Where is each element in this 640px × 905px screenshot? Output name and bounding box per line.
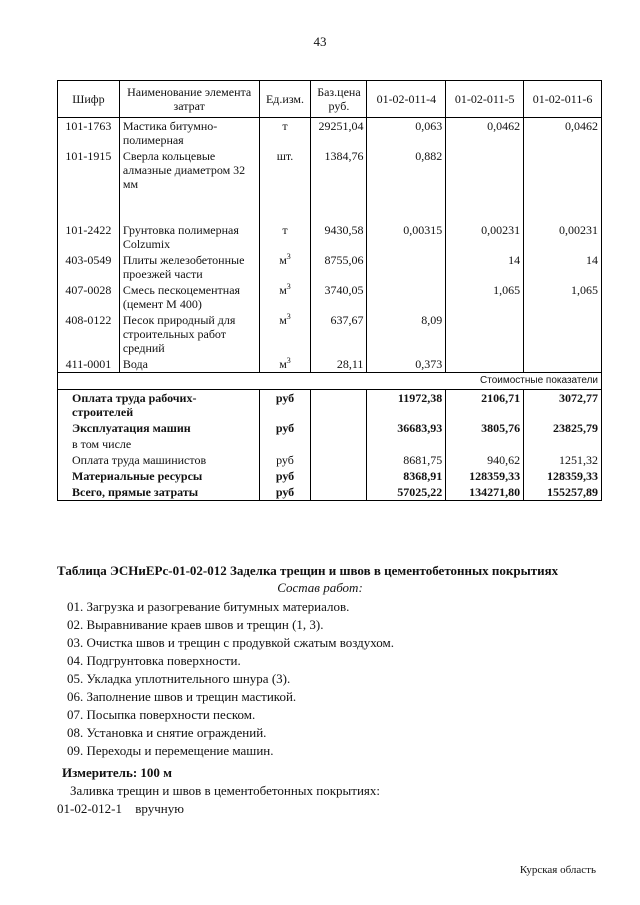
material-code: 403-0549 <box>58 252 120 282</box>
value-col5: 1,065 <box>446 282 524 312</box>
total-col6: 128359,33 <box>524 468 602 484</box>
spacer-cell <box>524 192 602 222</box>
value-col4: 8,09 <box>367 312 446 356</box>
spacer-row <box>58 192 602 222</box>
list-item: 07. Посыпка поверхности песком. <box>67 707 256 722</box>
list-item: 05. Укладка уплотнительного шнура (3). <box>67 671 291 686</box>
unit-exponent: 3 <box>286 312 291 321</box>
total-row <box>58 484 602 501</box>
value-col5: 0,00231 <box>446 222 524 252</box>
spacer-cell <box>367 192 446 222</box>
material-name: Мастика битумно-полимерная <box>119 118 259 149</box>
header-price-line1: Баз.цена <box>317 85 361 99</box>
table-row <box>58 118 602 149</box>
total-col6 <box>524 436 602 452</box>
total-col5: 134271,80 <box>446 484 524 501</box>
header-col5: 01-02-011-5 <box>446 81 524 118</box>
material-price: 29251,04 <box>311 118 367 149</box>
header-name-line2: затрат <box>173 99 205 113</box>
total-unit: руб <box>259 452 311 468</box>
material-code: 408-0122 <box>58 312 120 356</box>
total-empty <box>311 420 367 436</box>
material-price: 9430,58 <box>311 222 367 252</box>
total-col6: 3072,77 <box>524 390 602 421</box>
material-name: Грунтовка полимерная Colzumix <box>119 222 259 252</box>
total-row <box>58 468 602 484</box>
total-empty <box>311 484 367 501</box>
total-label: Оплата труда машинистов <box>58 452 260 468</box>
material-price: 28,11 <box>311 356 367 373</box>
material-unit <box>259 282 311 312</box>
total-col5: 940,62 <box>446 452 524 468</box>
header-price <box>311 81 367 118</box>
total-col4: 11972,38 <box>367 390 446 421</box>
work-list <box>67 598 394 760</box>
total-unit: руб <box>259 468 311 484</box>
header-unit: Ед.изм. <box>259 81 311 118</box>
total-row <box>58 452 602 468</box>
unit-text: м <box>279 357 287 371</box>
total-col5: 2106,71 <box>446 390 524 421</box>
total-label: Эксплуатация машин <box>58 420 260 436</box>
material-unit <box>259 148 311 192</box>
material-price: 1384,76 <box>311 148 367 192</box>
header-name-line1: Наименование элемента <box>127 85 252 99</box>
total-row <box>58 390 602 421</box>
value-col4: 0,373 <box>367 356 446 373</box>
total-empty <box>311 452 367 468</box>
value-col5 <box>446 148 524 192</box>
list-item: 04. Подгрунтовка поверхности. <box>67 653 241 668</box>
material-price: 3740,05 <box>311 282 367 312</box>
footer-region: Курская область <box>519 864 596 876</box>
material-code: 407-0028 <box>58 282 120 312</box>
variant-label: вручную <box>135 801 184 816</box>
spacer-cell <box>119 192 259 222</box>
value-col4: 0,063 <box>367 118 446 149</box>
unit-text: м <box>279 253 287 267</box>
total-col5: 3805,76 <box>446 420 524 436</box>
list-item: 03. Очистка швов и трещин с продувкой сжатым воздухом. <box>67 635 395 650</box>
unit-exponent: 3 <box>286 252 291 261</box>
value-col6 <box>524 148 602 192</box>
total-col5 <box>446 436 524 452</box>
value-col6 <box>524 312 602 356</box>
material-code: 101-1763 <box>58 118 120 149</box>
measure-unit: Измеритель: 100 м <box>62 765 173 780</box>
material-unit <box>259 356 311 373</box>
total-col6: 155257,89 <box>524 484 602 501</box>
total-empty <box>311 390 367 421</box>
value-col6: 0,00231 <box>524 222 602 252</box>
value-col6: 0,0462 <box>524 118 602 149</box>
work-composition-title: Состав работ: <box>277 580 363 595</box>
value-col6 <box>524 356 602 373</box>
list-item: 02. Выравнивание краев швов и трещин (1, 3). <box>67 617 324 632</box>
total-col4 <box>367 436 446 452</box>
total-col6: 23825,79 <box>524 420 602 436</box>
unit-text: т <box>282 223 288 237</box>
material-code: 101-2422 <box>58 222 120 252</box>
value-col5: 0,0462 <box>446 118 524 149</box>
total-label: Всего, прямые затраты <box>58 484 260 501</box>
table-row <box>58 312 602 356</box>
total-col4: 57025,22 <box>367 484 446 501</box>
material-name: Песок природный для строительных работ средний <box>119 312 259 356</box>
total-unit <box>259 436 311 452</box>
variant-code: 01-02-012-1 <box>57 801 122 816</box>
spacer-cell <box>259 192 311 222</box>
total-empty <box>311 436 367 452</box>
total-col4: 36683,93 <box>367 420 446 436</box>
material-name: Вода <box>119 356 259 373</box>
material-unit <box>259 312 311 356</box>
list-item: 01. Загрузка и разогревание битумных материалов. <box>67 599 350 614</box>
header-code: Шифр <box>58 81 120 118</box>
material-code: 411-0001 <box>58 356 120 373</box>
cost-caption: Стоимостные показатели <box>58 373 602 390</box>
material-name: Смесь пескоцементная (цемент М 400) <box>119 282 259 312</box>
material-unit <box>259 118 311 149</box>
header-name <box>119 81 259 118</box>
total-empty <box>311 468 367 484</box>
total-label: Оплата труда рабочих-строителей <box>58 390 260 421</box>
value-col4 <box>367 252 446 282</box>
material-unit <box>259 222 311 252</box>
unit-text: шт. <box>276 149 294 163</box>
list-item: 08. Установка и снятие ограждений. <box>67 725 267 740</box>
list-item: 06. Заполнение швов и трещин мастикой. <box>67 689 297 704</box>
variant-row <box>57 801 194 817</box>
header-col4: 01-02-011-4 <box>367 81 446 118</box>
total-col4: 8368,91 <box>367 468 446 484</box>
material-price: 637,67 <box>311 312 367 356</box>
value-col5: 14 <box>446 252 524 282</box>
list-item: 09. Переходы и перемещение машин. <box>67 743 274 758</box>
value-col6: 1,065 <box>524 282 602 312</box>
table-row <box>58 356 602 373</box>
total-label: в том числе <box>58 436 260 452</box>
material-name: Плиты железобетонные проезжей части <box>119 252 259 282</box>
value-col6: 14 <box>524 252 602 282</box>
total-col6: 1251,32 <box>524 452 602 468</box>
value-col5 <box>446 356 524 373</box>
table-row <box>58 148 602 192</box>
unit-exponent: 3 <box>286 356 291 365</box>
total-row <box>58 420 602 436</box>
table-row <box>58 222 602 252</box>
value-col4: 0,882 <box>367 148 446 192</box>
cost-caption-row <box>58 373 602 390</box>
spacer-cell <box>311 192 367 222</box>
value-col5 <box>446 312 524 356</box>
page-number: 43 <box>313 34 327 49</box>
value-col4 <box>367 282 446 312</box>
unit-text: м <box>279 283 287 297</box>
material-price: 8755,06 <box>311 252 367 282</box>
header-col6: 01-02-011-6 <box>524 81 602 118</box>
unit-text: т <box>282 119 288 133</box>
table-row <box>58 252 602 282</box>
total-col5: 128359,33 <box>446 468 524 484</box>
value-col4: 0,00315 <box>367 222 446 252</box>
resource-table <box>57 80 602 501</box>
spacer-cell <box>446 192 524 222</box>
unit-text: м <box>279 313 287 327</box>
material-name: Сверла кольцевые алмазные диаметром 32 мм <box>119 148 259 192</box>
unit-exponent: 3 <box>286 282 291 291</box>
header-price-line2: руб. <box>328 99 350 113</box>
total-unit: руб <box>259 390 311 421</box>
total-unit: руб <box>259 420 311 436</box>
table-title: Таблица ЭСНиЕРс-01-02-012 Заделка трещин и швов в цементобетонных покрытиях <box>57 563 559 578</box>
table-header-row <box>58 81 602 118</box>
total-col4: 8681,75 <box>367 452 446 468</box>
material-code: 101-1915 <box>58 148 120 192</box>
total-label: Материальные ресурсы <box>58 468 260 484</box>
material-unit <box>259 252 311 282</box>
total-row <box>58 436 602 452</box>
total-unit: руб <box>259 484 311 501</box>
fill-description: Заливка трещин и швов в цементобетонных покрытиях: <box>70 783 380 798</box>
table-row <box>58 282 602 312</box>
spacer-cell <box>58 192 120 222</box>
